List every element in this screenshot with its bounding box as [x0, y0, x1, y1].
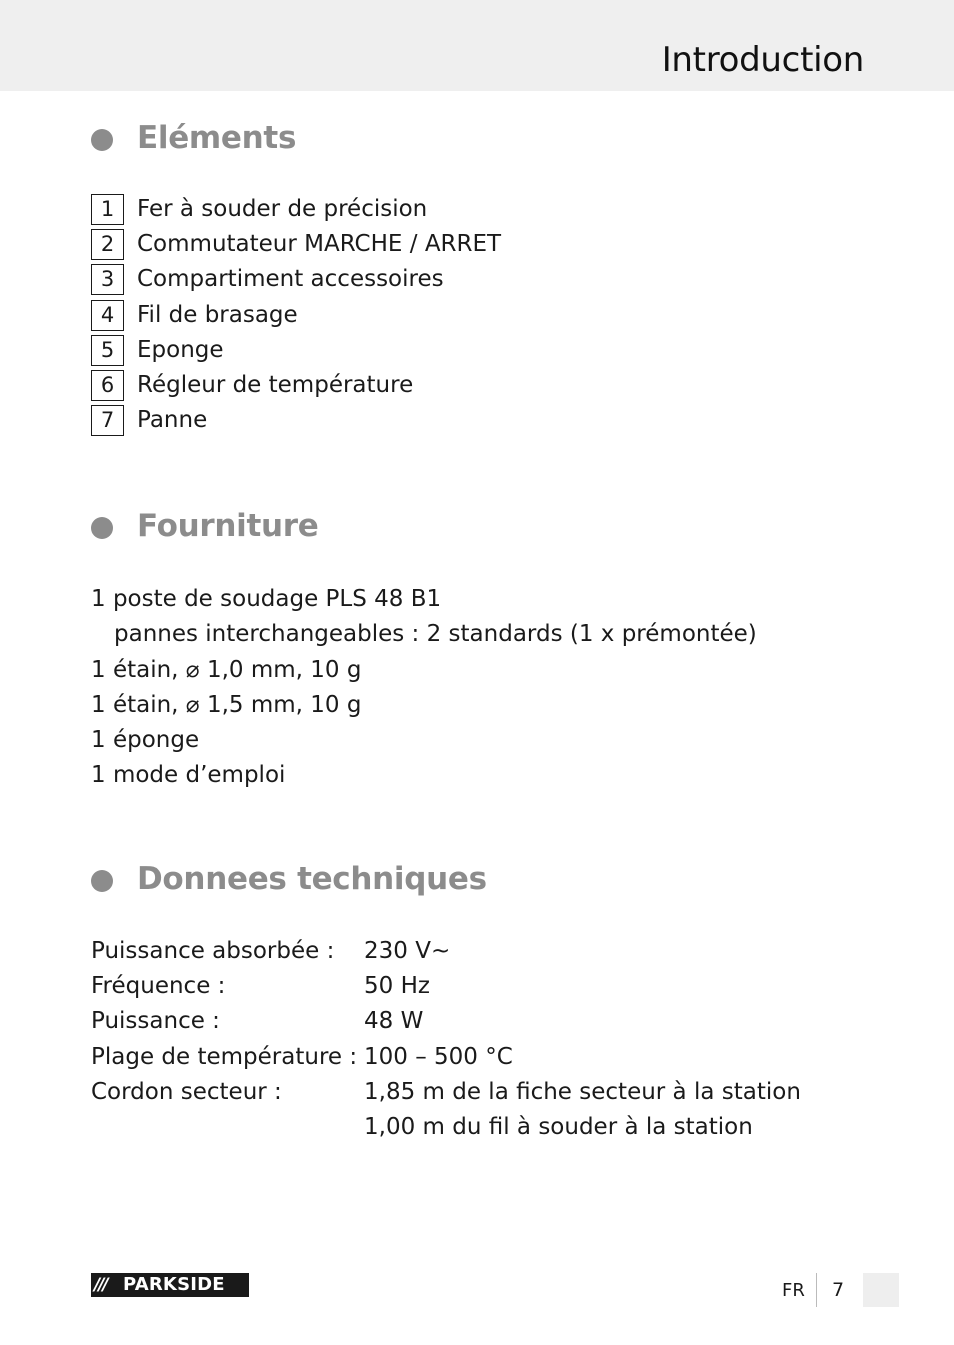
part-label: Fer à souder de précision: [137, 196, 428, 222]
section-title: Fourniture: [137, 508, 319, 544]
footer-tab-marker: [863, 1273, 899, 1307]
brand-name: PARKSIDE: [123, 1274, 225, 1295]
part-number: 6: [91, 370, 124, 401]
part-number: 7: [91, 405, 124, 436]
spec-key: Plage de température :: [91, 1043, 358, 1070]
language-label: FR: [782, 1280, 805, 1301]
part-number: 1: [91, 194, 124, 225]
part-number: 2: [91, 229, 124, 260]
page-number: 7: [832, 1279, 845, 1301]
spec-value: 230 V~: [364, 938, 451, 964]
spec-key: Puissance absorbée :: [91, 938, 335, 964]
spec-value: 48 W: [364, 1008, 424, 1035]
spec-value: 100 – 500 °C: [364, 1043, 513, 1070]
part-label: Panne: [137, 407, 208, 434]
part-number: 3: [91, 264, 124, 295]
bullet-icon: [91, 517, 113, 539]
part-number: 5: [91, 335, 124, 366]
section-title: Donnees techniques: [137, 861, 487, 897]
part-label: Fil de brasage: [137, 301, 298, 328]
list-item: 1 poste de soudage PLS 48 B1: [91, 586, 442, 612]
list-item: pannes interchangeables : 2 standards (1 x prémontée): [114, 621, 757, 648]
page-title: Introduction: [661, 40, 864, 80]
spec-value: 1,00 m du fil à souder à la station: [364, 1113, 753, 1140]
spec-key: Puissance :: [91, 1008, 220, 1035]
footer-divider: [816, 1273, 817, 1307]
part-number: 4: [91, 300, 124, 331]
spec-key: Fréquence :: [91, 973, 226, 1000]
part-label: Eponge: [137, 336, 224, 363]
list-item: 1 mode d’emploi: [91, 762, 286, 789]
bullet-icon: [91, 870, 113, 892]
spec-key: Cordon secteur :: [91, 1078, 282, 1105]
spec-value: 1,85 m de la fiche secteur à la station: [364, 1078, 801, 1105]
part-label: Commutateur MARCHE / ARRET: [137, 231, 502, 258]
spec-value: 50 Hz: [364, 973, 430, 1000]
logo-slashes-icon: ///: [94, 1275, 107, 1295]
bullet-icon: [91, 129, 113, 151]
section-title: Eléments: [137, 120, 297, 156]
supply-list: [91, 582, 757, 794]
list-item: 1 étain, ⌀ 1,5 mm, 10 g: [91, 691, 362, 718]
part-label: Compartiment accessoires: [137, 266, 444, 293]
brand-logo: [91, 1273, 249, 1297]
list-item: 1 éponge: [91, 727, 200, 754]
part-label: Régleur de température: [137, 371, 414, 398]
list-item: 1 étain, ⌀ 1,0 mm, 10 g: [91, 656, 362, 683]
